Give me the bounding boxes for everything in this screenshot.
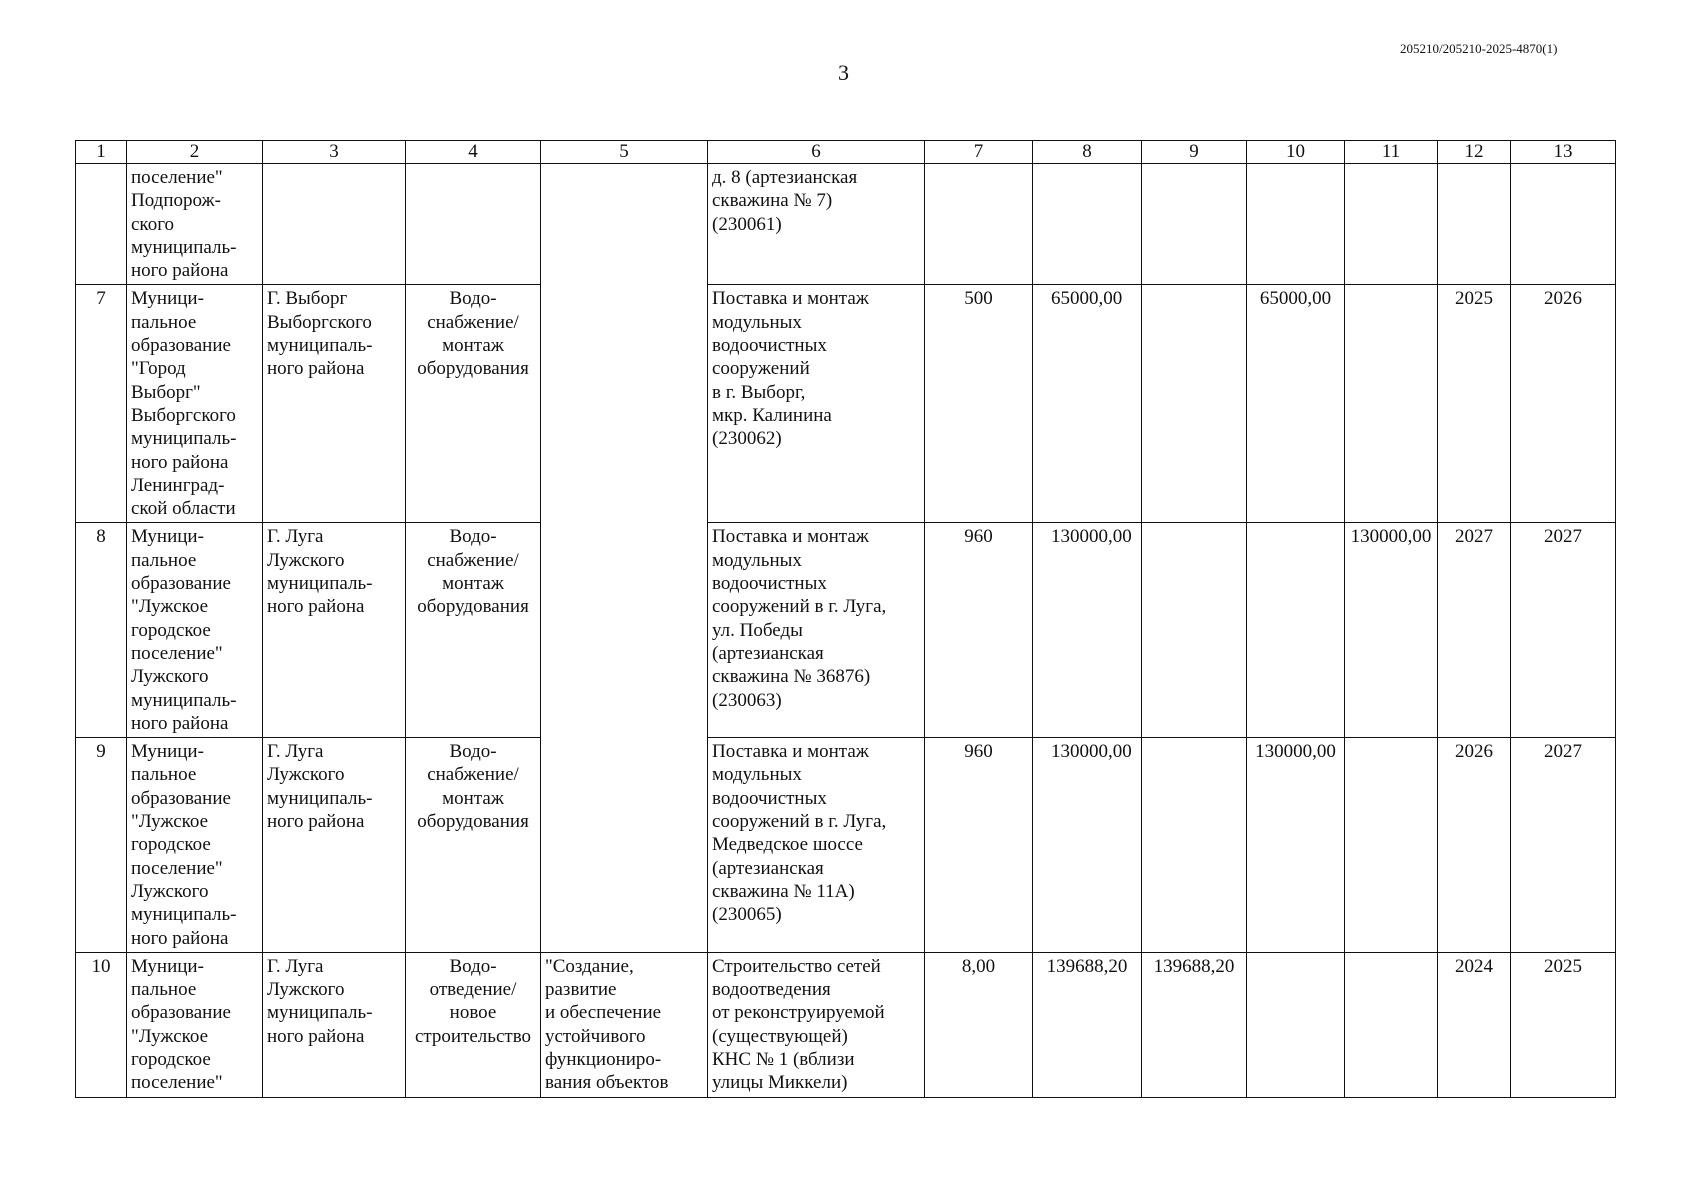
table-row xyxy=(76,952,1616,1097)
start-year-cell: 2027 xyxy=(1438,523,1511,738)
funding-2025-cell xyxy=(1247,523,1345,738)
location-cell: Г. Луга Лужского муниципаль- ного района xyxy=(263,738,406,953)
column-number: 9 xyxy=(1142,141,1247,164)
object-description-cell: д. 8 (артезианская скважина № 7) (230061) xyxy=(708,164,925,285)
end-year-cell: 2027 xyxy=(1511,738,1616,953)
document-id: 205210/205210-2025-4870(1) xyxy=(1400,41,1558,56)
table-row xyxy=(76,164,1616,285)
column-number: 6 xyxy=(708,141,925,164)
row-number-cell: 7 xyxy=(76,285,127,523)
capacity-cell: 500 xyxy=(925,285,1033,523)
work-type-cell: Водо- снабжение/ монтаж оборудования xyxy=(406,285,541,523)
column-number: 8 xyxy=(1033,141,1142,164)
column-number: 7 xyxy=(925,141,1033,164)
page-number: 3 xyxy=(838,60,849,85)
row-number-cell: 10 xyxy=(76,952,127,1097)
end-year-cell: 2025 xyxy=(1511,952,1616,1097)
object-description-cell: Поставка и монтаж модульных водоочистных сооружений в г. Луга, Медведское шоссе (артезианская скважина № 11А) (230065) xyxy=(708,738,925,953)
end-year-cell: 2027 xyxy=(1511,523,1616,738)
capacity-cell: 960 xyxy=(925,738,1033,953)
total-cost-cell: 130000,00 xyxy=(1033,738,1142,953)
column-number: 10 xyxy=(1247,141,1345,164)
row-number-cell: 9 xyxy=(76,738,127,953)
program-cell: "Создание, развитие и обеспечение устойчивого функциониро- вания объектов xyxy=(541,952,708,1097)
location-cell: Г. Выборг Выборгского муниципаль- ного района xyxy=(263,285,406,523)
work-type-cell: Водо- снабжение/ монтаж оборудования xyxy=(406,738,541,953)
row-number-cell: 8 xyxy=(76,523,127,738)
object-description-cell: Поставка и монтаж модульных водоочистных сооружений в г. Выборг, мкр. Калинина (230062) xyxy=(708,285,925,523)
column-number: 3 xyxy=(263,141,406,164)
column-number: 1 xyxy=(76,141,127,164)
program-table xyxy=(75,140,1616,1098)
object-description-cell: Строительство сетей водоотведения от реконструируемой (существующей) КНС № 1 (вблизи улицы Миккели) xyxy=(708,952,925,1097)
location-cell xyxy=(263,164,406,285)
start-year-cell xyxy=(1438,164,1511,285)
funding-2026-cell: 130000,00 xyxy=(1345,523,1438,738)
location-cell: Г. Луга Лужского муниципаль- ного района xyxy=(263,952,406,1097)
total-cost-cell: 139688,20 xyxy=(1033,952,1142,1097)
funding-2024-cell xyxy=(1142,164,1247,285)
object-description-cell: Поставка и монтаж модульных водоочистных сооружений в г. Луга, ул. Победы (артезианская скважина № 36876) (230063) xyxy=(708,523,925,738)
funding-2024-cell: 139688,20 xyxy=(1142,952,1247,1097)
start-year-cell: 2026 xyxy=(1438,738,1511,953)
column-number-row xyxy=(76,141,1616,164)
work-type-cell xyxy=(406,164,541,285)
table-row xyxy=(76,523,1616,738)
capacity-cell: 8,00 xyxy=(925,952,1033,1097)
start-year-cell: 2024 xyxy=(1438,952,1511,1097)
end-year-cell: 2026 xyxy=(1511,285,1616,523)
column-number: 2 xyxy=(127,141,263,164)
table-row xyxy=(76,285,1616,523)
municipality-cell: Муници- пальное образование "Лужское городское поселение" Лужского муниципаль- ного района xyxy=(127,523,263,738)
work-type-cell: Водо- снабжение/ монтаж оборудования xyxy=(406,523,541,738)
funding-2025-cell xyxy=(1247,164,1345,285)
funding-2024-cell xyxy=(1142,738,1247,953)
funding-2025-cell: 130000,00 xyxy=(1247,738,1345,953)
total-cost-cell: 130000,00 xyxy=(1033,523,1142,738)
funding-2024-cell xyxy=(1142,285,1247,523)
program-cell xyxy=(541,164,708,953)
column-number: 12 xyxy=(1438,141,1511,164)
start-year-cell: 2025 xyxy=(1438,285,1511,523)
capacity-cell xyxy=(925,164,1033,285)
column-number: 5 xyxy=(541,141,708,164)
end-year-cell xyxy=(1511,164,1616,285)
funding-2026-cell xyxy=(1345,285,1438,523)
funding-2026-cell xyxy=(1345,952,1438,1097)
column-number: 11 xyxy=(1345,141,1438,164)
funding-2025-cell xyxy=(1247,952,1345,1097)
municipality-cell: Муници- пальное образование "Лужское городское поселение" xyxy=(127,952,263,1097)
funding-2026-cell xyxy=(1345,164,1438,285)
total-cost-cell xyxy=(1033,164,1142,285)
funding-2025-cell: 65000,00 xyxy=(1247,285,1345,523)
capacity-cell: 960 xyxy=(925,523,1033,738)
total-cost-cell: 65000,00 xyxy=(1033,285,1142,523)
column-number: 13 xyxy=(1511,141,1616,164)
municipality-cell: Муници- пальное образование "Лужское городское поселение" Лужского муниципаль- ного района xyxy=(127,738,263,953)
row-number-cell xyxy=(76,164,127,285)
table-row xyxy=(76,738,1616,953)
municipality-cell: Муници- пальное образование "Город Выборг" Выборгского муниципаль- ного района Ленинград- ской области xyxy=(127,285,263,523)
municipality-cell: поселение" Подпорож- ского муниципаль- ного района xyxy=(127,164,263,285)
work-type-cell: Водо- отведение/ новое строительство xyxy=(406,952,541,1097)
location-cell: Г. Луга Лужского муниципаль- ного района xyxy=(263,523,406,738)
funding-2024-cell xyxy=(1142,523,1247,738)
funding-2026-cell xyxy=(1345,738,1438,953)
column-number: 4 xyxy=(406,141,541,164)
